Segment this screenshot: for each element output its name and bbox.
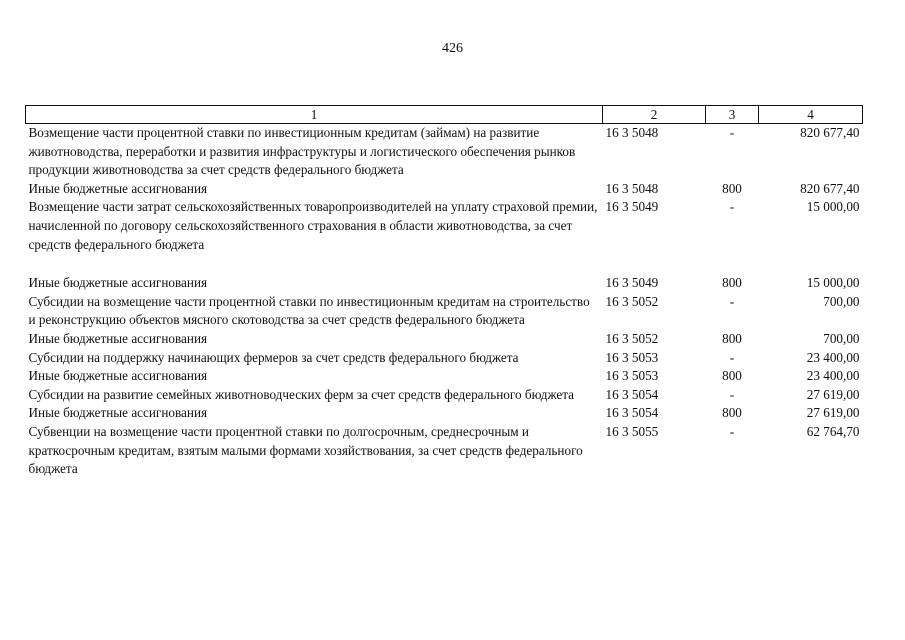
- row-amount: 27 619,00: [806, 405, 860, 421]
- row-amount: 820 677,40: [800, 125, 860, 140]
- row-amount: 15 000,00: [806, 199, 860, 215]
- column-header-2: 2: [603, 106, 706, 124]
- table-row: [26, 404, 863, 423]
- table-row: [26, 198, 863, 274]
- row-name: Иные бюджетные ассигнования: [28, 330, 208, 346]
- table-row: [26, 293, 863, 330]
- row-code: 16 3 5052: [605, 293, 659, 309]
- row-amount: 700,00: [823, 293, 860, 309]
- row-code: 16 3 5052: [605, 330, 659, 346]
- row-code: 16 3 5053: [605, 349, 659, 365]
- row-code: 16 3 5053: [605, 368, 659, 384]
- row-name: Субсидии на поддержку начинающих фермеров за счет средств федерального бюджета: [28, 349, 519, 365]
- row-type: -: [729, 423, 735, 439]
- table-row: [26, 274, 863, 293]
- table-header: [26, 106, 863, 124]
- row-amount: 23 400,00: [806, 349, 860, 365]
- row-type: 800: [722, 368, 742, 384]
- row-amount: 15 000,00: [806, 275, 860, 291]
- row-name: Возмещение части процентной ставки по инвестиционным кредитам (займам) на развитие животноводства, переработки и развития инфраструктуры и логистического обеспечения рынков продукции животноводства за счет средств федерального бюджета: [28, 125, 576, 178]
- row-code: 16 3 5054: [605, 405, 659, 421]
- table-row: [26, 349, 863, 368]
- row-code: 16 3 5049: [605, 199, 659, 215]
- row-amount: 27 619,00: [806, 386, 860, 402]
- row-type: -: [729, 125, 735, 140]
- column-header-3: 3: [706, 106, 759, 124]
- header-row: [26, 106, 863, 124]
- page-number: 426: [442, 41, 463, 56]
- row-amount: 700,00: [823, 330, 860, 346]
- row-code: 16 3 5048: [605, 180, 659, 196]
- table-body: [26, 124, 863, 479]
- column-header-4: 4: [759, 106, 863, 124]
- table-row: [26, 386, 863, 405]
- row-name: Субсидии на возмещение части процентной ставки по инвестиционным кредитам на строительство и реконструкцию объектов мясного скотоводства за счет средств федерального бюджета: [28, 293, 590, 328]
- row-amount: 820 677,40: [800, 180, 860, 196]
- row-name: Возмещение части затрат сельскохозяйственных товаропроизводителей на уплату страховой премии, начисленной по договору сельскохозяйственного страхования в области животноводства, за счет средств федерального бюджета: [28, 199, 598, 252]
- column-header-1: 1: [26, 106, 603, 124]
- row-code: 16 3 5049: [605, 275, 659, 291]
- row-name: Иные бюджетные ассигнования: [28, 405, 208, 421]
- table-row: [26, 180, 863, 199]
- row-amount: 62 764,70: [806, 423, 860, 439]
- table-row: [26, 124, 863, 180]
- row-code: 16 3 5048: [605, 125, 659, 140]
- row-amount: 23 400,00: [806, 368, 860, 384]
- row-type: -: [729, 349, 735, 365]
- row-type: -: [729, 293, 735, 309]
- row-type: -: [729, 386, 735, 402]
- row-type: -: [729, 199, 735, 215]
- row-name: Иные бюджетные ассигнования: [28, 275, 208, 291]
- row-name: Субсидии на развитие семейных животноводческих ферм за счет средств федерального бюджета: [28, 386, 575, 402]
- row-name: Иные бюджетные ассигнования: [28, 368, 208, 384]
- row-type: 800: [722, 330, 742, 346]
- table-row: [26, 367, 863, 386]
- budget-table: [25, 105, 863, 479]
- row-type: 800: [722, 405, 742, 421]
- table-row: [26, 423, 863, 479]
- row-name: Субвенции на возмещение части процентной ставки по долгосрочным, среднесрочным и краткосрочным кредитам, взятым малыми формами хозяйствования, за счет средств федерального бюджета: [28, 423, 583, 477]
- row-type: 800: [722, 275, 742, 291]
- row-type: 800: [722, 180, 742, 196]
- row-code: 16 3 5054: [605, 386, 659, 402]
- row-name: Иные бюджетные ассигнования: [28, 180, 208, 196]
- row-code: 16 3 5055: [605, 423, 659, 439]
- table-row: [26, 330, 863, 349]
